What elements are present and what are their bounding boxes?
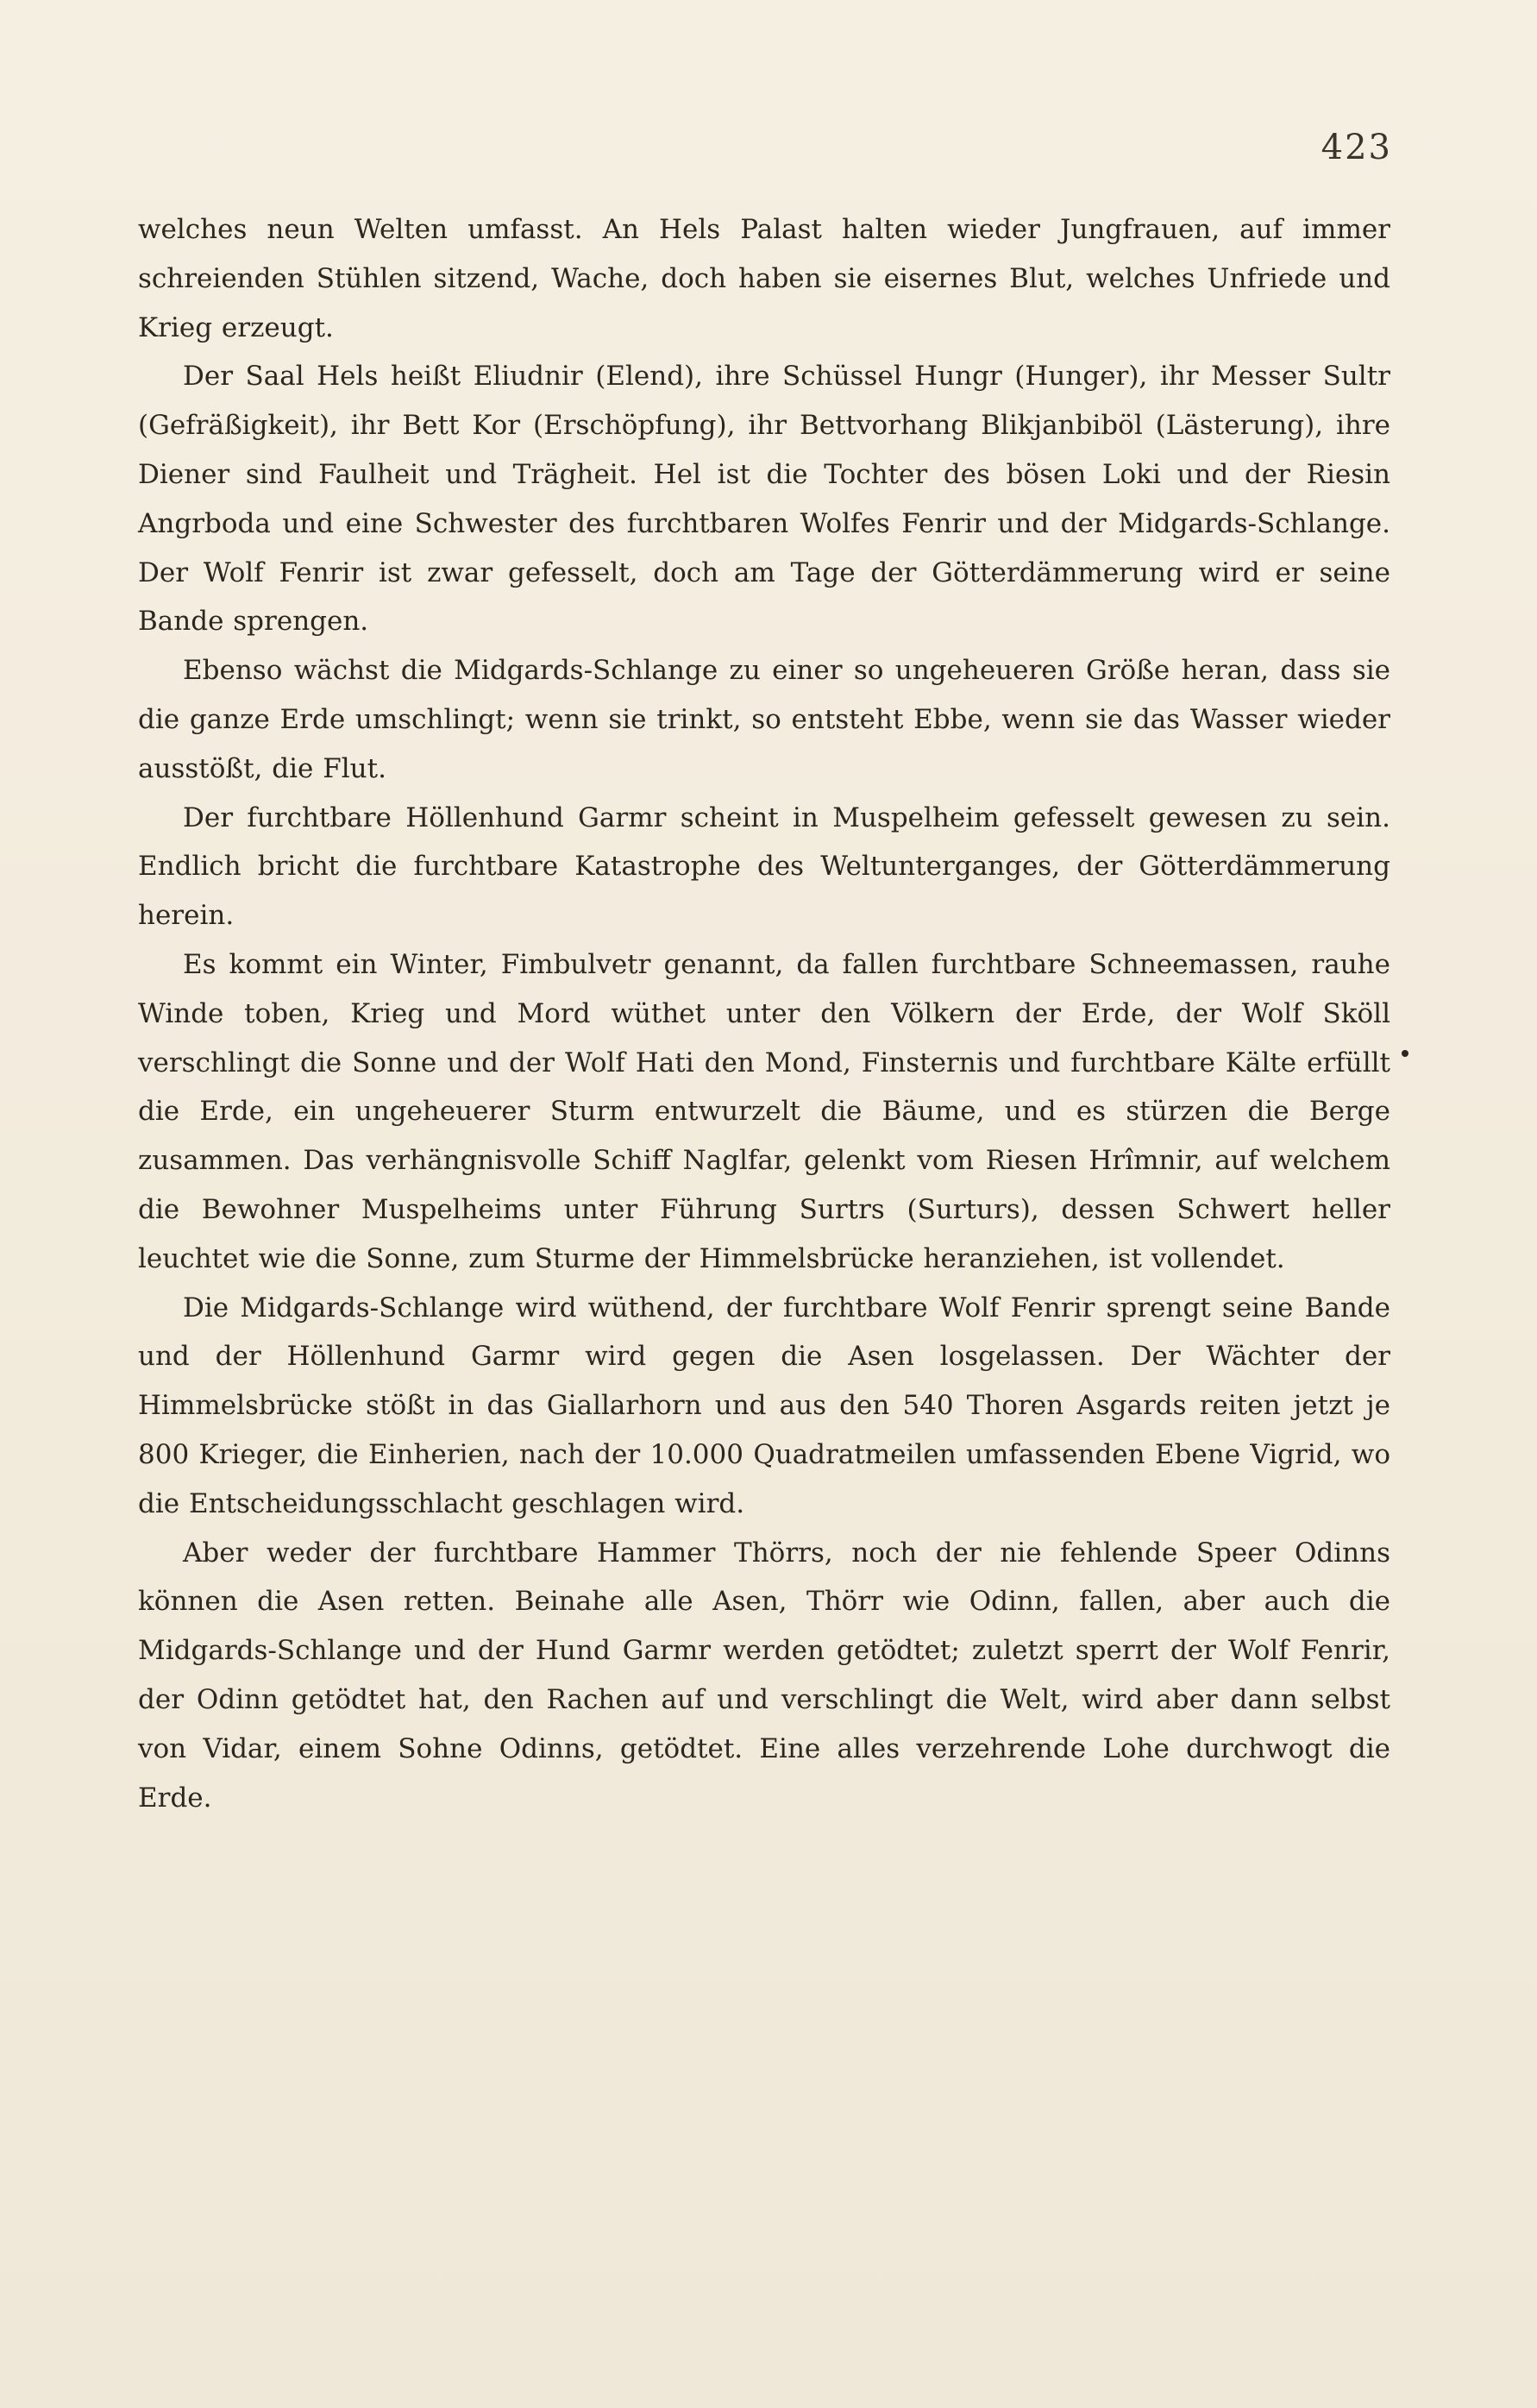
- paragraph-7: Aber weder der furchtbare Hammer Thörrs, noch der nie fehlende Speer Odinns können die Asen retten. Beinahe alle Asen, Thörr wie Odinn, fallen, aber auch die Midgards-Schlange und der Hund Garmr werden getödtet; zuletzt sperrt der Wolf Fenrir, der Odinn getödtet hat, den Rachen auf und verschlingt die Welt, wird aber dann selbst von Vidar, einem Sohne Odinns, getödtet. Eine alles verzehrende Lohe durchwogt die Erde.: [138, 1537, 1390, 1814]
- paragraph-1: welches neun Welten umfasst. An Hels Palast halten wieder Jungfrauen, auf immer schreienden Stühlen sitzend, Wache, doch haben sie eisernes Blut, welches Unfriede und Krieg erzeugt.: [138, 214, 1390, 343]
- ink-speck: [1402, 1050, 1408, 1057]
- paragraph-6: Die Midgards-Schlange wird wüthend, der furchtbare Wolf Fenrir sprengt seine Bande und der Höllenhund Garmr wird gegen die Asen losgelassen. Der Wächter der Himmelsbrücke stößt in das Giallarhorn und aus den 540 Thoren Asgards reiten jetzt je 800 Krieger, die Einherien, nach der 10.000 Quadratmeilen umfassenden Ebene Vigrid, wo die Entscheidungsschlacht geschlagen wird.: [138, 1292, 1390, 1519]
- page-number: 423: [1321, 128, 1392, 167]
- paragraph-2: Der Saal Hels heißt Eliudnir (Elend), ihre Schüssel Hungr (Hunger), ihr Messer Sultr (Gefräßigkeit), ihr Bett Kor (Erschöpfung), ihr Bettvorhang Blikjanbiböl (Lästerung), ihre Diener sind Faulheit und Trägheit. Hel ist die Tochter des bösen Loki und der Riesin Angrboda und eine Schwester des furchtbaren Wolfes Fenrir und der Midgards-Schlange. Der Wolf Fenrir ist zwar gefesselt, doch am Tage der Götterdämmerung wird er seine Bande sprengen.: [138, 361, 1390, 638]
- body-text: [138, 205, 1390, 1822]
- paragraph-4: Der furchtbare Höllenhund Garmr scheint in Muspelheim gefesselt gewesen zu sein. Endlich bricht die furchtbare Katastrophe des Weltunterganges, der Götterdämmerung herein.: [138, 802, 1390, 932]
- paragraph-5: Es kommt ein Winter, Fimbulvetr genannt, da fallen furchtbare Schneemassen, rauhe Winde toben, Krieg und Mord wüthet unter den Völkern der Erde, der Wolf Sköll verschlingt die Sonne und der Wolf Hati den Mond, Finsternis und furchtbare Kälte erfüllt die Erde, ein ungeheuerer Sturm entwurzelt die Bäume, und es stürzen die Berge zusammen. Das verhängnisvolle Schiff Naglfar, gelenkt vom Riesen Hrîmnir, auf welchem die Bewohner Muspelheims unter Führung Surtrs (Surturs), dessen Schwert heller leuchtet wie die Sonne, zum Sturme der Himmelsbrücke heranziehen, ist vollendet.: [138, 948, 1390, 1274]
- paragraph-3: Ebenso wächst die Midgards-Schlange zu einer so ungeheueren Größe heran, dass sie die ganze Erde umschlingt; wenn sie trinkt, so entsteht Ebbe, wenn sie das Wasser wieder ausstößt, die Flut.: [138, 655, 1390, 784]
